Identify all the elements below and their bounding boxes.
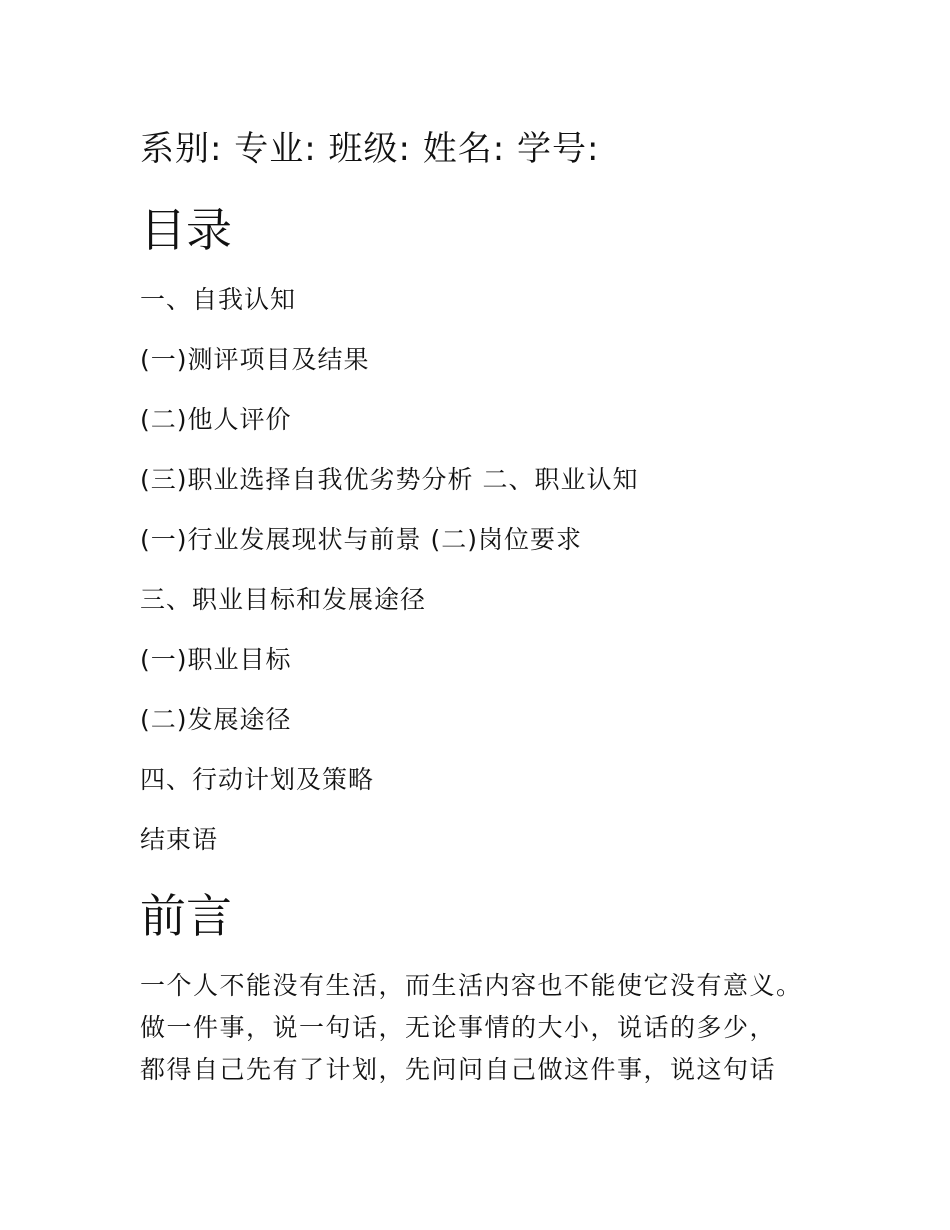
toc-item: (三)职业选择自我优劣势分析 二、职业认知 — [140, 465, 639, 494]
toc-item: (二)发展途径 — [140, 705, 292, 734]
toc-item: 一、自我认知 — [140, 285, 297, 314]
toc-item: (一)行业发展现状与前景 (二)岗位要求 — [140, 525, 582, 554]
toc-item: (一)职业目标 — [140, 645, 292, 674]
toc-item: 三、职业目标和发展途径 — [140, 585, 427, 614]
toc-item: (二)他人评价 — [140, 405, 292, 434]
preface-text-line: 做一件事，说一句话，无论事情的大小，说话的多少， — [140, 1013, 777, 1042]
student-info-line: 系别: 专业: 班级: 姓名: 学号: — [140, 129, 600, 169]
toc-item: 结束语 — [140, 825, 219, 854]
preface-text-line: 都得自己先有了计划，先问问自己做这件事，说这句话 — [140, 1055, 777, 1084]
toc-item: 四、行动计划及策略 — [140, 765, 375, 794]
toc-item: (一)测评项目及结果 — [140, 345, 370, 374]
preface-title: 前言 — [140, 889, 232, 943]
toc-title: 目录 — [140, 203, 232, 257]
preface-text-line: 一个人不能没有生活，而生活内容也不能使它没有意义。 — [140, 971, 803, 1000]
